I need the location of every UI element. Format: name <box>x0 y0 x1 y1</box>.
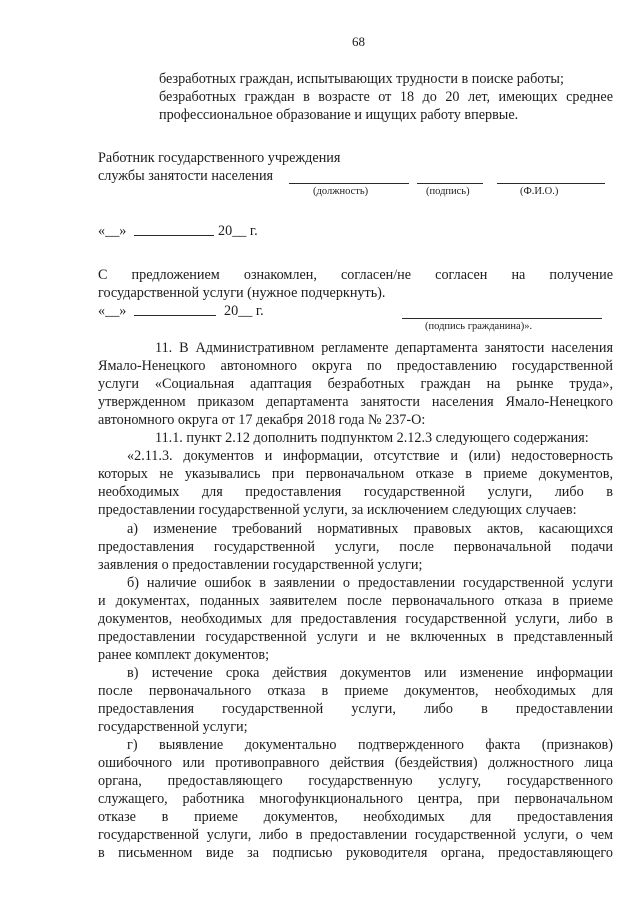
paragraph-line: «2.11.3. документов и информации, отсутствие и (или) недостоверность <box>127 448 613 464</box>
acquaintance-line-1 <box>98 266 613 284</box>
paragraph-line: г) выявление документально подтвержденного факта (признаков) <box>127 737 613 753</box>
paragraph-line: в письменном виде за подписью руководителя органа, предоставляющего <box>98 845 613 861</box>
paragraph-line: предоставлении государственной услуги, за исключением следующих случаев: <box>98 502 577 518</box>
paragraph-line: предоставления государственной услуги, после первоначальной подачи <box>98 539 613 555</box>
paragraph-line: государственной услуги; <box>98 719 248 735</box>
caption-full-name: (Ф.И.О.) <box>520 186 559 197</box>
word: согласен/не <box>341 267 412 283</box>
word: согласен <box>435 267 488 283</box>
signature-employee-line-2: службы занятости населения <box>98 168 274 184</box>
top-list-line-2: безработных граждан в возрасте от 18 до 20 лет, имеющих среднее <box>159 89 613 105</box>
word: ознакомлен, <box>243 267 317 283</box>
acquaintance-month-underline <box>134 315 216 316</box>
paragraph-line: 11.1. пункт 2.12 дополнить подпунктом 2.12.3 следующего содержания: <box>155 430 589 446</box>
paragraph-line: предоставлении государственной услуги и не включенных в представленный <box>98 629 613 645</box>
paragraph-line: предоставления государственной услуги, либо в предоставлении <box>98 701 613 717</box>
word: получение <box>549 267 614 283</box>
name-underline <box>497 183 605 184</box>
paragraph-line: б) наличие ошибок в заявлении о предоставлении государственной услуги <box>127 575 613 591</box>
paragraph-line: услуги «Социальная адаптация безработных граждан на рынке труда», <box>98 376 613 392</box>
word: С <box>98 267 108 283</box>
position-underline <box>289 183 409 184</box>
acquaintance-line-2: государственной услуги (нужное подчеркнуть). <box>98 285 386 301</box>
paragraph-line: документов, необходимых для предоставления государственной услуги, либо в <box>98 611 613 627</box>
date-month-underline <box>134 235 214 236</box>
paragraph-line: в) истечение срока действия документов или изменение информации <box>127 665 613 681</box>
paragraph-line: и документах, поданных заявителем после первоначального отказа в приеме <box>98 593 613 609</box>
paragraph-line: отказе в приеме документов, необходимых для предоставления <box>98 809 613 825</box>
signature-employee-line-1: Работник государственного учреждения <box>98 150 341 166</box>
paragraph-line: после первоначального отказа в приеме документов, необходимых для <box>98 683 613 699</box>
date-year: 20__ г. <box>218 223 258 239</box>
paragraph-line: служащего, работника многофункционального центра, при первоначальном <box>98 791 613 807</box>
date-day: «__» <box>98 223 127 239</box>
acquaintance-date-day: «__» <box>98 303 127 319</box>
top-list-line-3: профессиональное образование и ищущих работу впервые. <box>159 107 519 123</box>
caption-position: (должность) <box>313 186 369 197</box>
paragraph-line: органа, предоставляющего государственную услугу, государственного <box>98 773 613 789</box>
top-list-line-1: безработных граждан, испытывающих трудности в поиске работы; <box>159 71 564 87</box>
word: предложением <box>131 267 220 283</box>
page-number: 68 <box>352 34 365 49</box>
paragraph-line: ранее комплект документов; <box>98 647 270 663</box>
paragraph-line: Ямало-Ненецкого автономного округа по предоставлению государственной <box>98 358 613 374</box>
paragraph-line: необходимых для предоставления государственной услуги, либо в <box>98 484 613 500</box>
citizen-signature-underline <box>402 318 602 319</box>
paragraph-line: 11. В Административном регламенте департамента занятости населения <box>155 340 613 356</box>
paragraph-line: автономного округа от 17 декабря 2018 года № 237-О: <box>98 412 426 428</box>
acquaintance-date-year: 20__ г. <box>224 303 264 319</box>
paragraph-line: заявления о предоставлении государственной услуги; <box>98 557 423 573</box>
signature-underline <box>417 183 483 184</box>
paragraph-line: государственной услуги, либо в предоставлении государственной услуги, о чем <box>98 827 613 843</box>
citizen-signature-caption: (подпись гражданина)». <box>425 321 533 332</box>
word: на <box>511 267 526 283</box>
paragraph-line: а) изменение требований нормативных правовых актов, касающихся <box>127 521 613 537</box>
caption-signature: (подпись) <box>426 186 470 197</box>
paragraph-line: утвержденном приказом департамента занятости населения Ямало-Ненецкого <box>98 394 613 410</box>
paragraph-line: которых не указывались при первоначальном отказе в приеме документов, <box>98 466 613 482</box>
paragraph-line: ошибочного или противоправного действия (бездействия) должностного лица <box>98 755 613 771</box>
